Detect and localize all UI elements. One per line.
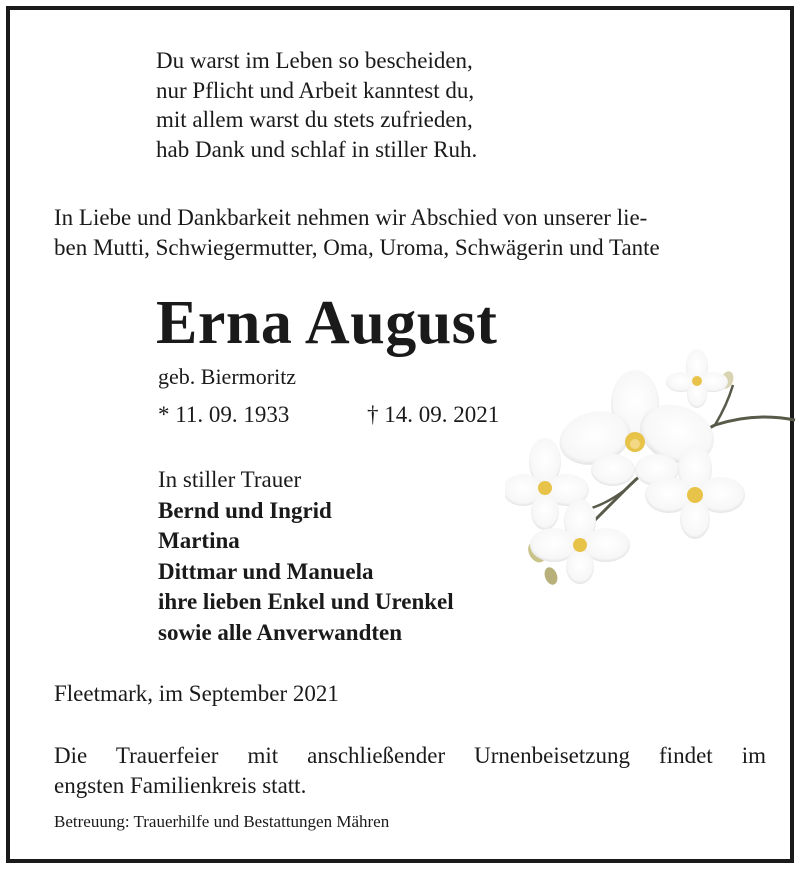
intro-line: In Liebe und Dankbarkeit nehmen wir Abschied von unserer lie- xyxy=(54,205,648,230)
ceremony-notice xyxy=(54,741,766,801)
mourners-block xyxy=(158,465,454,648)
mourner-name: Bernd und Ingrid xyxy=(158,497,332,523)
poem-line: mit allem warst du stets zufrieden, xyxy=(156,107,473,132)
intro-text xyxy=(54,203,766,263)
mourner-name: Martina xyxy=(158,528,240,553)
deceased-name: Erna August xyxy=(156,289,498,357)
intro-line: ben Mutti, Schwiegermutter, Oma, Uroma, Schwägerin und Tante xyxy=(54,235,660,260)
mourners-heading: In stiller Trauer xyxy=(158,467,302,492)
poem xyxy=(156,46,477,164)
white-orchid-icon xyxy=(505,340,800,600)
mourner-name: sowie alle Anverwandten xyxy=(158,619,403,645)
ceremony-line: engsten Familienkreis statt. xyxy=(54,773,307,798)
poem-line: hab Dank und schlaf in stiller Ruh. xyxy=(156,136,478,162)
poem-line: Du warst im Leben so bescheiden, xyxy=(156,48,473,73)
maiden-name: geb. Biermoritz xyxy=(158,364,297,389)
mourner-name: ihre lieben Enkel und Urenkel xyxy=(158,589,454,614)
death-date: † 14. 09. 2021 xyxy=(367,402,500,427)
funeral-care-note: Betreuung: Trauerhilfe und Bestattungen Mähren xyxy=(54,812,390,831)
place-and-date: Fleetmark, im September 2021 xyxy=(54,681,339,706)
poem-line: nur Pflicht und Arbeit kanntest du, xyxy=(156,77,475,103)
ceremony-line: Die Trauerfeier mit anschließender Urnenbeisetzung findet im xyxy=(54,743,766,768)
obituary-frame xyxy=(6,6,794,863)
birth-date: * 11. 09. 1933 xyxy=(158,402,290,427)
mourner-name: Dittmar und Manuela xyxy=(158,558,374,584)
